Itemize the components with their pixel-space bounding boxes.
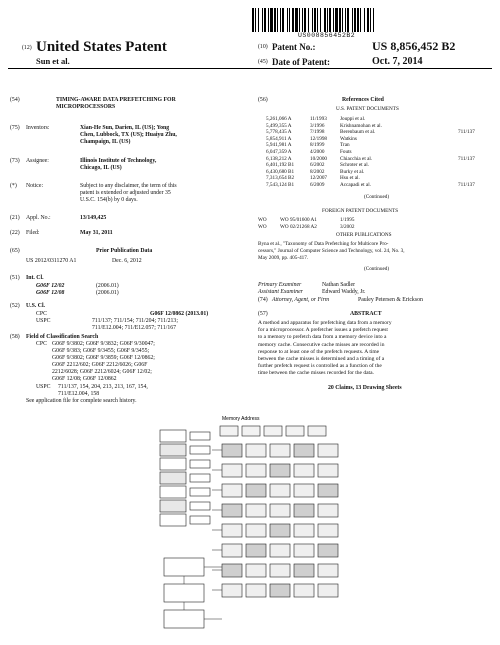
claims-summary: 20 Claims, 13 Drawing Sheets [328, 385, 402, 391]
reference-row [258, 142, 490, 149]
inventors-line-2: Chen, Lubbock, TX (US); Huaiyu Zhu, [80, 132, 177, 138]
reference-date: 3/1996 [310, 122, 325, 129]
figure-bottom-block [164, 558, 204, 576]
prior-pub-number: US 2012/0311270 A1 [26, 258, 77, 264]
figure-grid-block [294, 444, 314, 457]
abstract-line: to a memory to prefetch data from a memory device into a [258, 334, 387, 341]
reference-number: 6,138,212 A [266, 155, 292, 162]
reference-number: 7,313,654 B2 [266, 175, 295, 182]
abstract-line: between the cache misses is determined and a timing of a [258, 356, 385, 363]
figure-grid-block [270, 464, 290, 477]
figure-grid-block [270, 504, 290, 517]
reference-date: 6/2002 [310, 162, 325, 169]
us-cl-title: U.S. Cl. [26, 303, 46, 309]
reference-row [258, 116, 490, 123]
reference-date: 11/1993 [310, 116, 327, 122]
reference-row [258, 162, 490, 169]
figure-grid-block [318, 484, 338, 497]
figure-left-cell [160, 430, 186, 442]
reference-date: 4/2000 [310, 148, 325, 155]
filed-label: Filed: [26, 230, 40, 236]
reference-name: Jouppi et al. [340, 116, 366, 122]
header-rule [8, 68, 492, 69]
figure-left-subcell [190, 516, 210, 524]
reference-date: 12/2007 [310, 175, 328, 182]
figure-grid-block [246, 564, 266, 577]
foreign-1-cc: WO [258, 217, 267, 223]
invention-title-2: MICROPROCESSORS [56, 104, 116, 110]
figure-grid-block [222, 564, 242, 577]
int-cl-1-ver: (2006.01) [96, 283, 119, 289]
int-cl-2: G06F 12/08 [36, 290, 65, 296]
reference-name: Tran [340, 142, 350, 149]
reference-row [258, 156, 490, 163]
reference-number: 5,941,981 A [266, 142, 292, 149]
attorney-label: Attorney, Agent, or Firm [272, 297, 330, 303]
figure-top-block [242, 426, 260, 436]
abstract-title: ABSTRACT [350, 311, 382, 317]
figure-grid-block [318, 544, 338, 557]
figure-grid-block [318, 504, 338, 517]
field-cpc-2: G06F 9/383; G06F 9/3455; G06F 9/3455; [52, 348, 150, 354]
field-cpc-label: CPC [36, 341, 47, 347]
figure-grid-block [222, 524, 242, 537]
figure-grid-block [246, 524, 266, 537]
reference-name: Hsu et al. [340, 175, 360, 182]
search-history-note: See application file for complete search history. [26, 398, 137, 404]
prior-pub-date: Dec. 6, 2012 [112, 258, 142, 264]
foreign-2-no: WO 02/21268 A2 [280, 224, 317, 230]
abstract-line: A method and apparatus for prefetching data from a memory [258, 320, 392, 326]
patent-no-code: (10) [258, 44, 268, 50]
figure-left-cell [160, 444, 186, 456]
inventors-line-3: Champaign, IL (US) [80, 139, 131, 145]
figure-grid-block [270, 564, 290, 577]
figure-grid-block [270, 484, 290, 497]
barcode-bar [374, 8, 375, 32]
reference-row [258, 123, 490, 130]
reference-date: 10/2000 [310, 155, 328, 162]
reference-date: 8/2002 [310, 168, 325, 175]
reference-date: 6/2009 [310, 181, 325, 188]
prior-pub-title: Prior Publication Data [96, 248, 153, 254]
other-continued: (Continued) [364, 266, 390, 272]
notice-code: (*) [10, 183, 17, 189]
int-cl-2-ver: (2006.01) [96, 290, 119, 296]
inventors-label: Inventors: [26, 125, 50, 131]
attorney-name: Pauley Petersen & Erickson [358, 297, 423, 303]
reference-list [258, 116, 490, 189]
figure-left-cell [160, 486, 186, 498]
figure-grid-block [318, 464, 338, 477]
f22-code: (22) [10, 230, 20, 236]
reference-date: 7/1998 [310, 129, 325, 136]
figure-left-subcell [190, 474, 210, 482]
abstract-line: further prefetch request is controlled as a function of the [258, 363, 382, 370]
appl-no: 13/149,425 [80, 215, 107, 221]
field-cpc-5: 2212/6028; G06F 2212/6024; G06F 12/02; [52, 369, 152, 375]
field-uspc-1: 711/137, 154, 204, 213, 213, 167, 154, [58, 384, 148, 390]
foreign-1-date: 1/1995 [340, 217, 355, 223]
figure-left-subcell [190, 460, 210, 468]
field-cpc-4: G06F 2212/602; G06F 2212/6026; G06F [52, 362, 148, 368]
figure-bottom-block [164, 584, 204, 602]
patent-number: US 8,856,452 B2 [372, 39, 456, 53]
f75-code: (75) [10, 125, 20, 131]
abstract-code: (57) [258, 311, 268, 317]
reference-name: Burky et al. [340, 168, 365, 175]
reference-row [258, 175, 490, 182]
foreign-1-no: WO 95/01600 A1 [280, 217, 317, 223]
figure-grid-block [294, 584, 314, 597]
field-cpc-6: G06F 12/08; G06F 12/0862 [52, 376, 117, 382]
reference-name: Chiacchia et al. [340, 155, 373, 162]
reference-number: 6,430,680 B1 [266, 168, 295, 175]
notice-line-1: Subject to any disclaimer, the term of this [80, 183, 177, 189]
asst-examiner-label: Assistant Examiner [258, 289, 303, 295]
abstract-line: for a microprocessor. A prefetcher issues a prefetch request [258, 327, 388, 334]
abstract-line: response to at least one of the prefetch requests. A time [258, 348, 380, 355]
figure-grid-block [270, 544, 290, 557]
figure-grid-block [270, 524, 290, 537]
figure-grid-block [222, 504, 242, 517]
reference-row [258, 182, 490, 189]
reference-name: Accapadi et al. [340, 181, 371, 188]
figure-grid-block [222, 484, 242, 497]
int-cl-title: Int. Cl. [26, 275, 44, 281]
figure-grid-block [222, 584, 242, 597]
reference-number: 6,401,192 B1 [266, 162, 295, 169]
f54-code: (54) [10, 97, 20, 103]
date-code: (45) [258, 59, 268, 65]
int-cl-1: G06F 12/02 [36, 283, 65, 289]
field-uspc-2: 711/E12.004, 158 [58, 391, 100, 397]
figure-grid-block [246, 504, 266, 517]
reference-number: 5,499,355 A [266, 122, 292, 129]
reference-name: Berenbaum et al. [340, 129, 376, 136]
us-cl-cpc: G06F 12/0862 (2013.01) [150, 311, 209, 317]
us-cl-uspc-label: USPC [36, 318, 51, 324]
figure-left-subcell [190, 488, 210, 496]
applicant-short: Sun et al. [36, 56, 70, 66]
figure-grid-block [318, 444, 338, 457]
figure-grid-block [222, 544, 242, 557]
appl-no-label: Appl. No.: [26, 215, 51, 221]
reference-name: Fouts [340, 148, 352, 155]
figure-grid-block [294, 484, 314, 497]
figure-grid-block [222, 444, 242, 457]
field-search-title: Field of Classification Search [26, 334, 99, 340]
us-cl-cpc-label: CPC [36, 311, 47, 317]
f21-code: (21) [10, 215, 20, 221]
field-uspc-label: USPC [36, 384, 51, 390]
other-pub-line-1: Byna et al., "Taxonomy of Data Prefetching for Multicore Pro- [258, 241, 389, 247]
barcode [252, 8, 375, 32]
field-cpc-3: G06F 9/3802; G06F 9/3859; G06F 12/0862; [52, 355, 155, 361]
figure-grid-block [294, 544, 314, 557]
us-patent-docs-title: U.S. PATENT DOCUMENTS [336, 106, 399, 112]
other-pubs-title: OTHER PUBLICATIONS [336, 232, 392, 238]
figure-grid-block [246, 464, 266, 477]
f52-code: (52) [10, 303, 20, 309]
reference-date: 8/1999 [310, 142, 325, 149]
figure-grid-block [246, 584, 266, 597]
reference-row [258, 136, 490, 143]
figure-top-block [286, 426, 304, 436]
figure-grid-block [294, 504, 314, 517]
figure-grid-block [246, 444, 266, 457]
notice-line-2: patent is extended or adjusted under 35 [80, 190, 171, 196]
patent-title: United States Patent [36, 39, 167, 55]
f56-code: (56) [258, 97, 268, 103]
figure-grid-block [318, 584, 338, 597]
reference-number: 5,854,911 A [266, 135, 292, 142]
figure-bottom-block [164, 610, 204, 628]
inventors-line-1: Xian-He Sun, Darien, IL (US); Yong [80, 125, 170, 131]
f51-code: (51) [10, 275, 20, 281]
reference-name: Watkins [340, 135, 357, 142]
patent-no-label: Patent No.: [272, 42, 316, 52]
figure-grid-block [246, 544, 266, 557]
reference-row [258, 129, 490, 136]
figure-grid-block [270, 444, 290, 457]
us-cl-uspc-1: 711/137; 711/154; 711/204; 711/213; [92, 318, 178, 324]
representative-drawing [150, 408, 350, 638]
abstract-body [258, 320, 490, 378]
figure-left-cell [160, 458, 186, 470]
notice-label: Notice: [26, 183, 44, 189]
f65-code: (65) [10, 248, 20, 254]
examiner-label: Primary Examiner [258, 282, 302, 288]
figure-grid-block [246, 484, 266, 497]
reference-class: 711/137 [458, 129, 475, 136]
foreign-docs-title: FOREIGN PATENT DOCUMENTS [322, 208, 399, 214]
refs-continued: (Continued) [364, 194, 390, 200]
attorney-code: (74) [258, 297, 268, 303]
invention-title-1: TIMING-AWARE DATA PREFETCHING FOR [56, 97, 176, 103]
figure-grid-block [294, 564, 314, 577]
f73-code: (73) [10, 158, 20, 164]
figure-grid-block [270, 584, 290, 597]
barcode-number: US008856452B2 [298, 32, 356, 39]
reference-number: 5,778,435 A [266, 129, 292, 136]
reference-date: 12/1998 [310, 135, 328, 142]
field-cpc-1: G06F 9/3802; G06F 9/3832; G06F 9/30047; [52, 341, 155, 347]
figure-top-block [308, 426, 326, 436]
figure-grid-block [318, 524, 338, 537]
assignee-line-2: Chicago, IL (US) [80, 165, 122, 171]
reference-row [258, 169, 490, 176]
figure-top-block [264, 426, 282, 436]
examiner-name: Nathan Sadler [322, 282, 355, 288]
figure-left-subcell [190, 432, 210, 440]
other-pub-line-2: cessors," Journal of Computer Science and Technology, vol. 24, No. 3, [258, 248, 405, 254]
figure-grid-block [318, 564, 338, 577]
reference-row [258, 149, 490, 156]
figure-grid-block [222, 464, 242, 477]
country-code: (12) [22, 45, 32, 51]
assignee-line-1: Illinois Institute of Technology, [80, 158, 157, 164]
assignee-label: Assignee: [26, 158, 49, 164]
asst-examiner-name: Edward Waddy, Jr. [322, 289, 366, 295]
reference-name: Krishnamohan et al. [340, 122, 382, 129]
figure-left-cell [160, 500, 186, 512]
reference-number: 7,543,124 B1 [266, 181, 295, 188]
figure-left-cell [160, 472, 186, 484]
reference-class: 711/137 [458, 181, 475, 188]
figure-left-subcell [190, 502, 210, 510]
patent-date: Oct. 7, 2014 [372, 56, 423, 67]
reference-number: 5,261,066 A [266, 116, 292, 122]
references-title: References Cited [342, 97, 384, 103]
reference-name: Schroter et al. [340, 162, 369, 169]
foreign-2-cc: WO [258, 224, 267, 230]
us-cl-uspc-2: 711/E12.004; 711/E12.057; 711/167 [92, 325, 177, 331]
figure-top-label: Memory Address [222, 416, 260, 422]
figure-top-block [220, 426, 238, 436]
foreign-2-date: 3/2002 [340, 224, 355, 230]
figure-grid-block [294, 464, 314, 477]
figure-left-subcell [190, 446, 210, 454]
reference-class: 711/137 [458, 155, 475, 162]
reference-number: 6,047,359 A [266, 148, 292, 155]
figure-grid-block [294, 524, 314, 537]
filed-date: May 31, 2011 [80, 230, 113, 236]
abstract-line: time between the cache misses recorded for the data. [258, 370, 374, 377]
figure-left-cell [160, 514, 186, 526]
f58-code: (58) [10, 334, 20, 340]
other-pub-line-3: May 2009, pp. 405-417. [258, 255, 309, 261]
date-label: Date of Patent: [272, 57, 330, 67]
abstract-line: memory cache. Consecutive cache misses are recorded in [258, 341, 385, 348]
notice-line-3: U.S.C. 154(b) by 0 days. [80, 197, 138, 203]
